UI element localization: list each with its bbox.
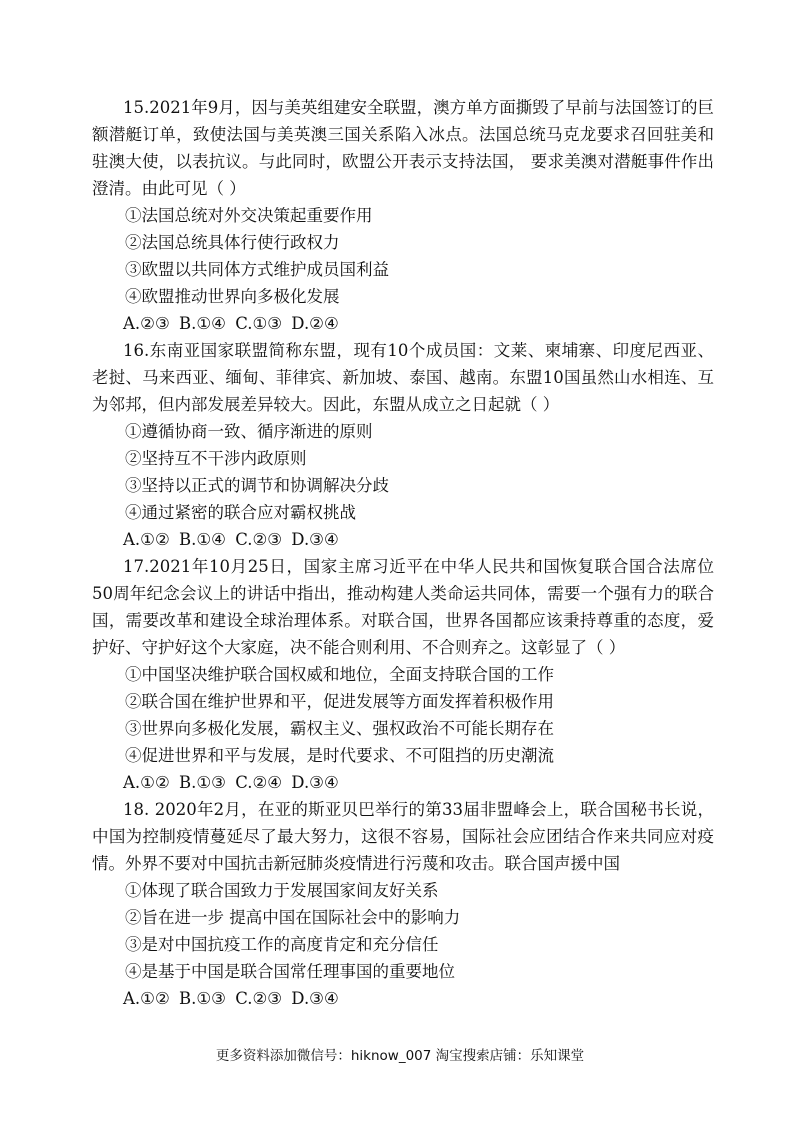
question-stem: 15.2021年9月，因与美英组建安全联盟，澳方单方面撕毁了早前与法国签订的巨额潜艇订单，致使法国与美英澳三国关系陷入冰点。法国总统马克龙要求召回驻美和驻澳大使，以表抗议。与此同时，欧盟公开表示支持法国， 要求美澳对潜艇事件作出澄清。由此可见（ ） — [92, 98, 714, 198]
option-4: ④促进世界和平与发展，是时代要求、不可阻挡的历史潮流 — [125, 746, 554, 765]
option-4: ④是基于中国是联合国常任理事国的重要地位 — [125, 962, 455, 981]
option-1: ①体现了联合国致力于发展国家间友好关系 — [125, 881, 439, 900]
option-3: ③欧盟以共同体方式维护成员国利益 — [125, 260, 389, 279]
question-17 — [92, 553, 714, 796]
question-list — [92, 94, 714, 1012]
answer-choices: A.②③ B.①④ C.①③ D.②④ — [123, 314, 339, 333]
option-3: ③是对中国抗疫工作的高度肯定和充分信任 — [125, 935, 439, 954]
option-2: ②旨在进一步 提高中国在国际社会中的影响力 — [125, 908, 461, 927]
question-stem: 17.2021年10月25日，国家主席习近平在中华人民共和国恢复联合国合法席位50周年纪念会议上的讲话中指出，推动构建人类命运共同体，需要一个强有力的联合国，需要改革和建设全球治理体系。对联合国，世界各国都应该秉持尊重的态度，爱护好、守护好这个大家庭，决不能合则利用、不合则弃之。这彰显了（ ） — [92, 557, 714, 657]
question-stem: 18. 2020年2月，在亚的斯亚贝巴举行的第33届非盟峰会上，联合国秘书长说，中国为控制疫情蔓延尽了最大努力，这很不容易，国际社会应团结合作来共同应对疫情。外界不要对中国抗击新冠肺炎疫情进行污蔑和攻击。联合国声援中国 — [92, 800, 714, 873]
answer-choices: A.①② B.①③ C.②④ D.③④ — [123, 773, 339, 792]
option-1: ①中国坚决维护联合国权威和地位，全面支持联合国的工作 — [125, 665, 554, 684]
option-4: ④通过紧密的联合应对霸权挑战 — [125, 503, 356, 522]
question-15 — [92, 94, 714, 337]
answer-choices: A.①② B.①③ C.②③ D.③④ — [123, 989, 339, 1008]
option-2: ②坚持互不干涉内政原则 — [125, 449, 307, 468]
option-1: ①法国总统对外交决策起重要作用 — [125, 206, 373, 225]
option-3: ③坚持以正式的调节和协调解决分歧 — [125, 476, 389, 495]
option-2: ②联合国在维护世界和平，促进发展等方面发挥着积极作用 — [125, 692, 554, 711]
page-footer: 更多资料添加微信号：hiknow_007 淘宝搜索店铺：乐知课堂 — [215, 1048, 585, 1064]
option-3: ③世界向多极化发展，霸权主义、强权政治不可能长期存在 — [125, 719, 554, 738]
option-4: ④欧盟推动世界向多极化发展 — [125, 287, 340, 306]
option-2: ②法国总统具体行使行政权力 — [125, 233, 340, 252]
question-stem: 16.东南亚国家联盟简称东盟，现有10个成员国：文莱、柬埔寨、印度尼西亚、老挝、马来西亚、缅甸、菲律宾、新加坡、泰国、越南。东盟10国虽然山水相连、互为邻邦，但内部发展差异较大。因此，东盟从成立之日起就（ ） — [92, 341, 714, 414]
option-1: ①遵循协商一致、循序渐进的原则 — [125, 422, 373, 441]
question-18 — [92, 796, 714, 1012]
answer-choices: A.①② B.①④ C.②③ D.③④ — [123, 530, 339, 549]
question-16 — [92, 337, 714, 553]
